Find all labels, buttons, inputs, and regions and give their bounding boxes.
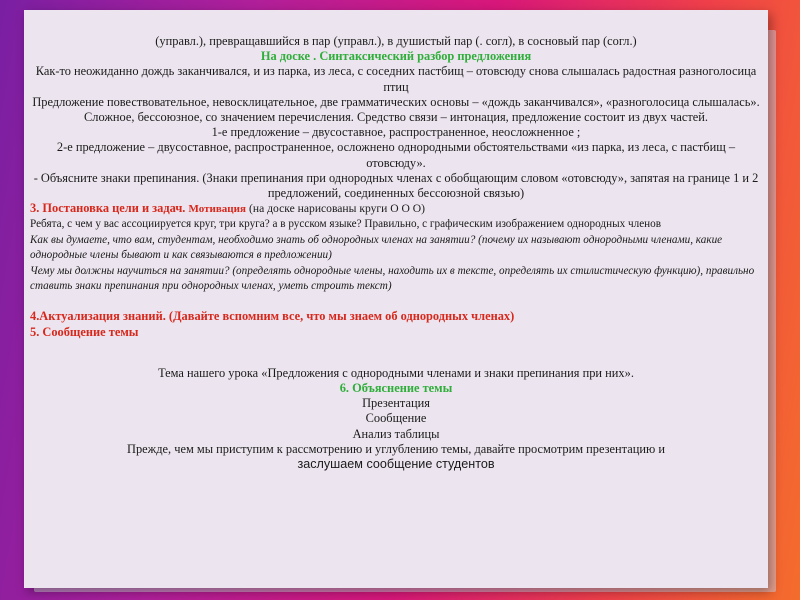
list-item-presentation: Презентация <box>362 396 430 411</box>
slide-card <box>24 10 768 588</box>
lesson-topic: Тема нашего урока «Предложения с однородными членами и знаки препинания при них». <box>158 365 634 380</box>
list-item-report: Сообщение <box>365 411 427 426</box>
closing-line: Прежде, чем мы приступим к рассмотрению и углублению темы, давайте просмотрим презентацию и <box>127 441 665 456</box>
spacer <box>30 294 762 309</box>
circle-question: Ребята, с чем у вас ассоциируется круг, три круга? а в русском языке? Правильно, с графическим изображением однородных членов <box>30 218 662 231</box>
text-line: (управл.), превращавшийся в пар (управл.), в душистый пар (. согл), в сосновый пар (согл.) <box>155 34 637 48</box>
section-3-heading: 3. Постановка цели и задач. <box>30 201 186 216</box>
spacer <box>30 340 762 366</box>
section-6-heading: 6. Объяснение темы <box>339 381 453 396</box>
section-5-heading: 5. Сообщение темы <box>30 324 139 339</box>
board-heading: На доске . Синтаксический разбор предложения <box>260 49 532 64</box>
section-4-heading: 4.Актуализация знаний. (Давайте вспомним все, что мы знаем об однородных членах) <box>30 309 515 324</box>
student-question: Как вы думаете, что вам, студентам, необходимо знать об однородных членах на занятии? (почему их называют однородными членами, какие однородные члены бывают и как связываются в предложении) <box>30 233 723 262</box>
learning-goals: Чему мы должны научиться на занятии? (определять однородные члены, находить их в тексте, определять их стилистическую функцию), правильно ставить знаки препинания при однородных членах, уметь строить текст) <box>30 264 755 293</box>
punctuation-question: - Объясните знаки препинания. (Знаки препинания при однородных членах с обобщающим словом «отовсюду», запятая на границе 1 и 2 предложений, соединенных бессоюзной связью) <box>33 170 759 201</box>
motivation-label: Мотивация <box>188 203 246 216</box>
list-item-table-analysis: Анализ таблицы <box>352 426 440 441</box>
first-clause-analysis: 1-е предложение – двусоставное, распространенное, неосложненное ; <box>211 125 581 140</box>
slide-content <box>30 34 762 472</box>
second-clause-analysis: 2-е предложение – двусоставное, распространенное, осложнено однородными обстоятельствами «из парка, из леса, с пастбищ – отовсюду». <box>56 140 736 170</box>
motivation-note: (на доске нарисованы круги О О О) <box>249 202 426 216</box>
closing-line-2: заслушаем сообщение студентов <box>297 457 495 472</box>
example-sentence: Как-то неожиданно дождь заканчивался, и из парка, из леса, с соседних пастбищ – отовсюду снова слышалась радостная разноголосица птиц <box>35 64 757 94</box>
section-3-line <box>30 201 762 217</box>
analysis-paragraph: Предложение повествовательное, невосклицательное, две грамматических основы – «дождь заканчивался», «разноголосица слышалась». Сложное, бессоюзное, со значением перечисления. Средство связи – интонация, предложение состоит из двух частей. <box>32 94 760 125</box>
